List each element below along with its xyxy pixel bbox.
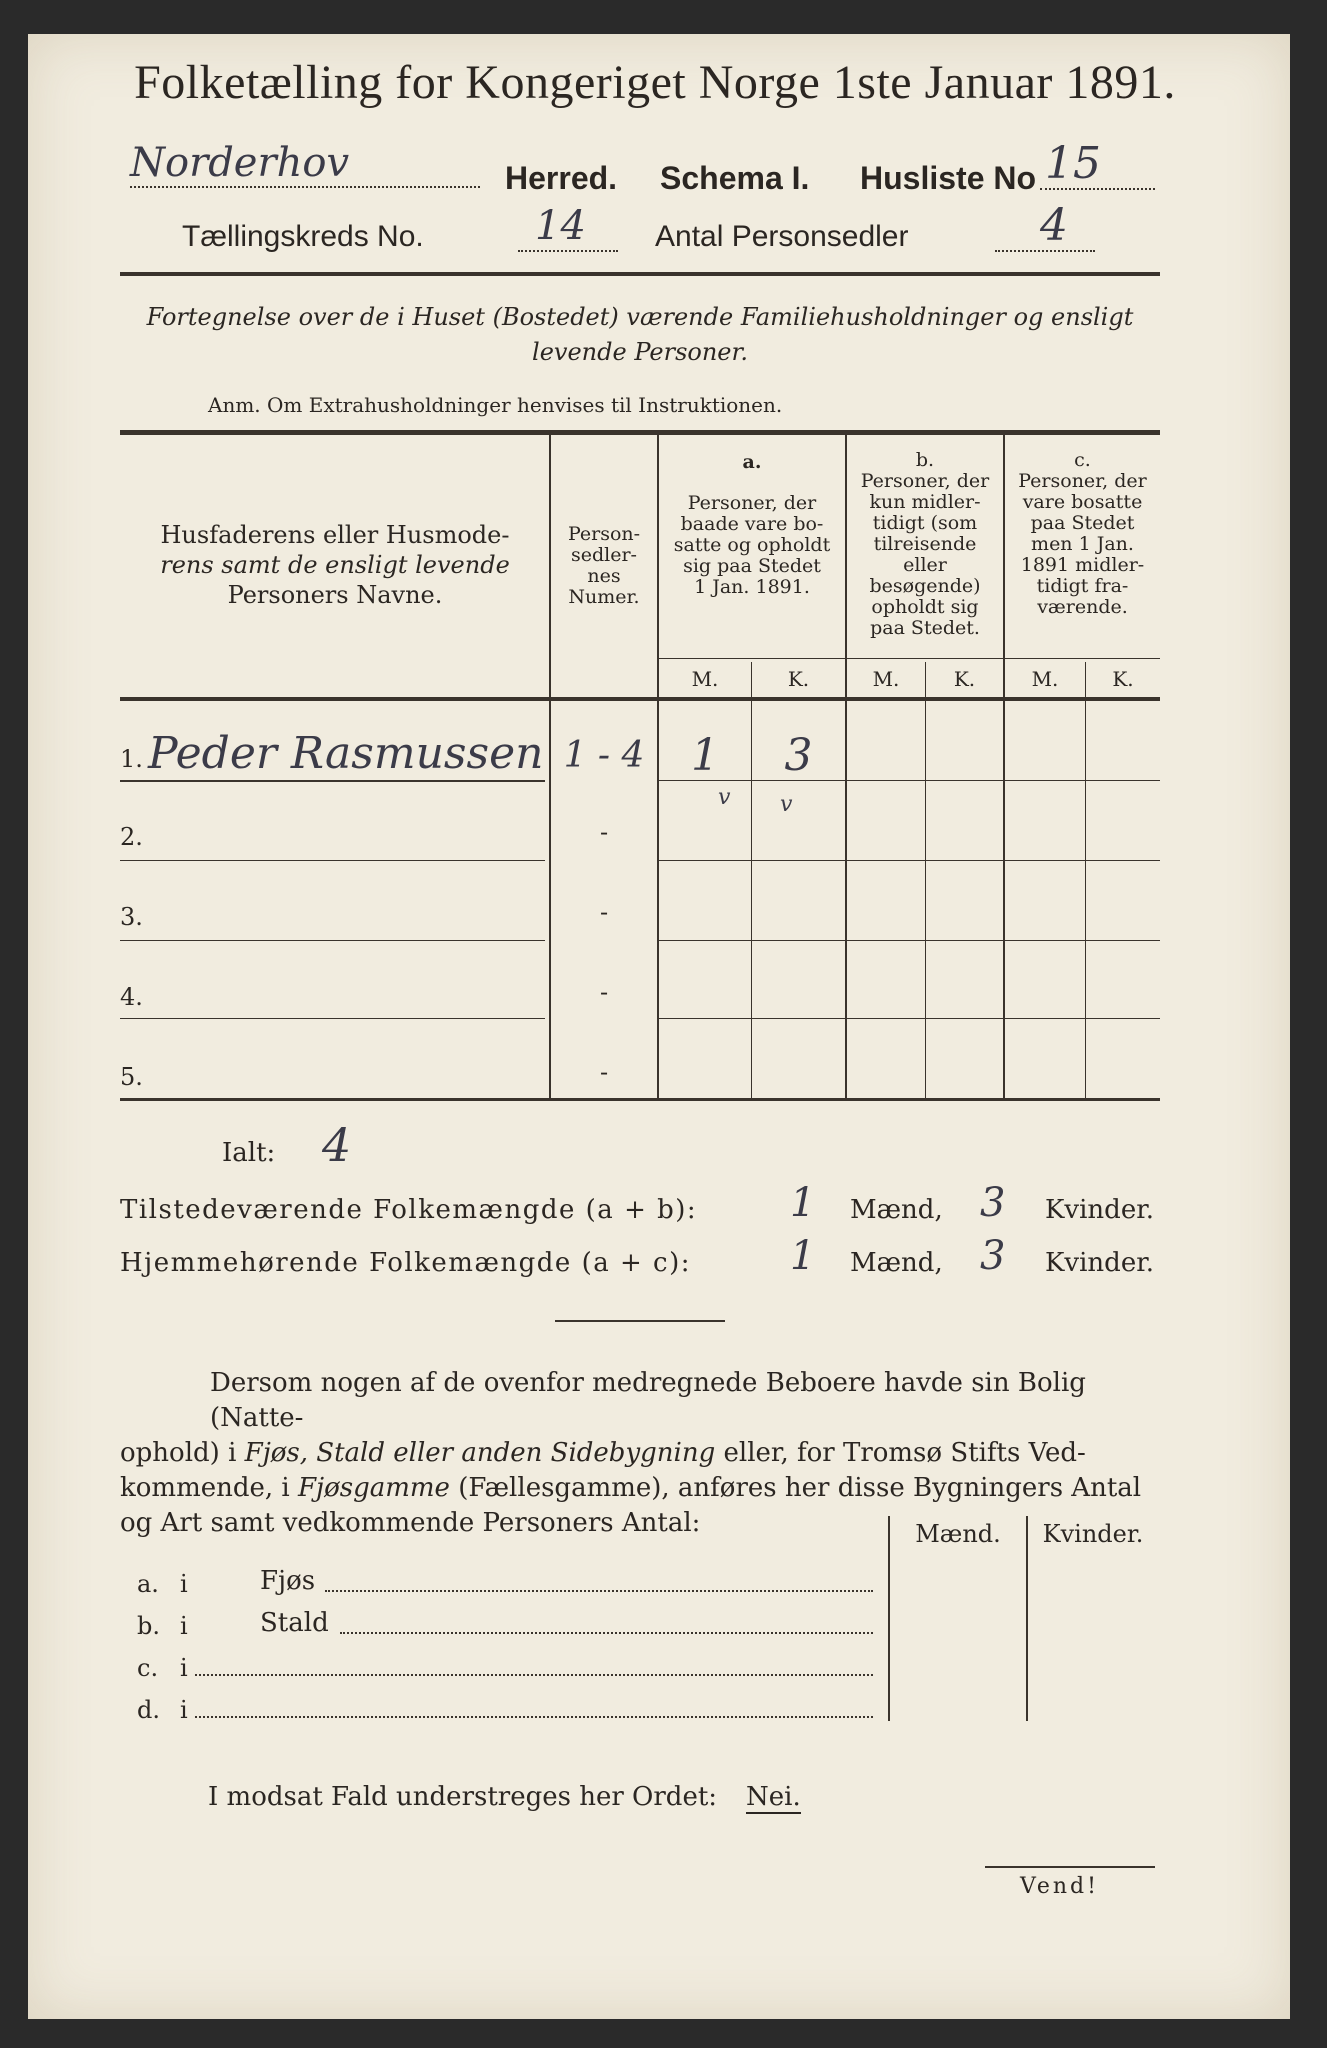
row2-line-cells	[659, 860, 1160, 861]
col-a-line2: baade vare bo-	[680, 513, 824, 535]
tilstede-kvinder-label: Kvinder.	[1045, 1195, 1155, 1225]
col-header-names-line2: rens samt de ensligt levende	[160, 551, 510, 579]
modsat-word-nei: Nei.	[746, 1782, 801, 1812]
p2-part-a: ophold) i	[120, 1438, 245, 1468]
header-rule	[120, 272, 1160, 276]
antal-label: Antal Personsedler	[655, 220, 909, 253]
col-header-names-line1: Husfaderens eller Husmode-	[160, 521, 510, 549]
col-b-head: b.	[915, 449, 935, 471]
item-b-label: Stald	[260, 1608, 329, 1638]
antal-dotted-line	[995, 250, 1095, 252]
kreds-dotted-line	[518, 250, 618, 252]
col-c-line2: vare bosatte	[1022, 491, 1143, 513]
col-num-line4: Numer.	[568, 586, 640, 608]
row2-number: 2.	[120, 823, 143, 851]
p2-part-b: Fjøs, Stald eller anden Sidebygning	[244, 1438, 716, 1468]
tilstede-women-value: 3	[980, 1180, 1006, 1226]
col-divider-c-mk	[1085, 662, 1086, 1098]
row1-number: 1.	[120, 745, 143, 773]
kreds-handwritten-value: 14	[535, 203, 586, 249]
buildings-kvinder-header: Kvinder.	[1042, 1520, 1144, 1548]
row4-personsedler: -	[599, 978, 609, 1006]
col-c-line4: men 1 Jan.	[1031, 533, 1134, 555]
p3-part-a: kommende, i	[120, 1473, 298, 1503]
schema-label: Schema I.	[660, 160, 810, 196]
col-a-line1: Personer, der	[687, 492, 817, 514]
col-c-head: c.	[1074, 449, 1091, 471]
col-divider-b-mk	[925, 662, 926, 1098]
item-c-letter: c.	[137, 1654, 159, 1682]
husliste-handwritten-value: 15	[1045, 138, 1101, 189]
col-b-line7: opholdt sig	[871, 596, 979, 618]
col-a-line4: sig paa Stedet	[683, 555, 821, 577]
table-bottom-rule	[120, 1098, 1160, 1101]
col-num-line3: nes	[587, 565, 621, 587]
col-b-line2: kun midler-	[869, 491, 981, 513]
col-b-line6: besøgende)	[869, 575, 981, 597]
item-d-letter: d.	[137, 1696, 160, 1724]
row2-line-name	[120, 860, 545, 861]
bottom-paragraph-line4: og Art samt vedkommende Personers Antal:	[120, 1508, 701, 1538]
intro-line-1: Fortegnelse over de i Huset (Bostedet) værende Familiehusholdninger og ensligt	[146, 303, 1134, 331]
hjemme-kvinder-label: Kvinder.	[1045, 1248, 1155, 1278]
col-a-head: a.	[742, 451, 762, 473]
col-c-line5: 1891 midler-	[1020, 554, 1145, 576]
antal-handwritten-value: 4	[1040, 200, 1068, 251]
hjemme-label: Hjemmehørende Folkemængde (a + c):	[120, 1248, 691, 1278]
c-k-header: K.	[1112, 667, 1134, 691]
col-header-names	[125, 520, 545, 610]
b-m-header: M.	[872, 667, 900, 691]
row1-line-name	[120, 780, 545, 782]
item-d-dotted-line	[195, 1716, 873, 1718]
ialt-label: Ialt:	[222, 1138, 276, 1168]
b-k-header: K.	[953, 667, 976, 691]
col-b-line8: paa Stedet.	[870, 617, 980, 639]
col-b-line3: tidigt (som	[872, 512, 978, 534]
herred-dotted-line	[130, 186, 480, 188]
a-m-header: M.	[691, 667, 719, 691]
col-divider-a-mk	[751, 662, 752, 1098]
col-header-b	[847, 450, 1003, 639]
col-header-personsedler	[551, 524, 657, 608]
hjemme-maend-label: Mænd,	[850, 1248, 943, 1278]
a-k-header: K.	[787, 667, 810, 691]
col-c-line7: værende.	[1037, 596, 1128, 618]
row5-personsedler: -	[599, 1058, 609, 1086]
item-b-letter: b.	[137, 1612, 160, 1640]
col-header-names-line3: Personers Navne.	[227, 581, 443, 609]
vend-rule	[985, 1866, 1155, 1868]
col-num-line2: sedler-	[571, 544, 637, 566]
husliste-label: Husliste No	[860, 160, 1037, 196]
col-c-line6: tidigt fra-	[1036, 575, 1129, 597]
row1-a-m-checkmark: v	[718, 785, 731, 810]
tilstede-men-value: 1	[790, 1180, 816, 1226]
p3-part-b: Fjøsgamme	[298, 1473, 450, 1503]
row1-name: Peder Rasmussen	[148, 728, 544, 779]
row1-a-k-checkmark: v	[780, 792, 793, 817]
p3-part-c: (Fællesgamme), anføres her disse Bygningers Antal	[449, 1473, 1142, 1503]
row3-number: 3.	[120, 903, 143, 931]
item-c-dotted-line	[195, 1674, 873, 1676]
row2-personsedler: -	[599, 818, 609, 846]
item-a-letter: a.	[137, 1570, 159, 1598]
anm-note: Anm. Om Extrahusholdninger henvises til Instruktionen.	[208, 393, 783, 417]
section-divider	[555, 1320, 725, 1322]
hjemme-men-value: 1	[790, 1233, 816, 1279]
tilstede-label: Tilstedeværende Folkemængde (a + b):	[120, 1195, 698, 1225]
bottom-paragraph-line2	[120, 1436, 1160, 1471]
col-a-line5: 1 Jan. 1891.	[694, 576, 810, 598]
bottom-paragraph	[120, 1366, 1160, 1541]
item-d-i: i	[180, 1696, 188, 1724]
modsat-label: I modsat Fald understreges her Ordet:	[208, 1782, 718, 1812]
herred-label: Herred.	[505, 160, 618, 196]
row3-line-cells	[659, 940, 1160, 941]
col-b-line5: eller	[903, 554, 947, 576]
col-a-line3: satte og opholdt	[673, 534, 831, 556]
row1-a-m: 1	[691, 730, 719, 781]
form-title: Folketælling for Kongeriget Norge 1ste Januar 1891.	[134, 56, 1176, 109]
tilstede-maend-label: Mænd,	[850, 1195, 943, 1225]
census-form-page	[28, 34, 1290, 2019]
herred-handwritten-value: Norderhov	[130, 140, 350, 186]
col-header-a	[659, 452, 845, 598]
hjemme-women-value: 3	[980, 1233, 1006, 1279]
item-a-label: Fjøs	[260, 1566, 316, 1596]
item-c-i: i	[180, 1654, 188, 1682]
row1-a-k: 3	[784, 730, 813, 781]
row4-number: 4.	[120, 983, 143, 1011]
row1-personsedler: 1 - 4	[563, 735, 645, 776]
item-b-dotted-line	[340, 1632, 873, 1634]
p2-part-c: eller, for Tromsø Stifts Ved-	[715, 1438, 1086, 1468]
row3-personsedler: -	[599, 898, 609, 926]
bottom-paragraph-line1: Dersom nogen af de ovenfor medregnede Beboere havde sin Bolig (Natte-	[210, 1368, 1086, 1433]
bottom-paragraph-line3	[120, 1471, 1160, 1506]
col-num-line1: Person-	[567, 523, 641, 545]
col-c-line3: paa Stedet	[1030, 512, 1135, 534]
row4-line-name	[120, 1018, 545, 1019]
col-b-line1: Personer, der	[860, 470, 990, 492]
ialt-handwritten-value: 4	[322, 1118, 352, 1172]
kreds-label: Tællingskreds No.	[182, 220, 424, 253]
vend-label: Vend!	[1020, 1874, 1099, 1899]
husliste-dotted-line	[1040, 188, 1155, 190]
item-b-i: i	[180, 1612, 188, 1640]
c-m-header: M.	[1031, 667, 1059, 691]
item-a-i: i	[180, 1570, 188, 1598]
col-header-c	[1005, 450, 1160, 618]
row4-line-cells	[659, 1018, 1160, 1019]
buildings-maend-header: Mænd.	[915, 1520, 1001, 1548]
item-a-dotted-line	[325, 1590, 873, 1592]
col-c-line1: Personer, der	[1018, 470, 1147, 492]
intro-line-2: levende Personer.	[532, 338, 748, 366]
row5-number: 5.	[120, 1063, 143, 1091]
mk-subheader-rule	[659, 658, 1160, 659]
row3-line-name	[120, 940, 545, 941]
col-b-line4: tilreisende	[873, 533, 977, 555]
